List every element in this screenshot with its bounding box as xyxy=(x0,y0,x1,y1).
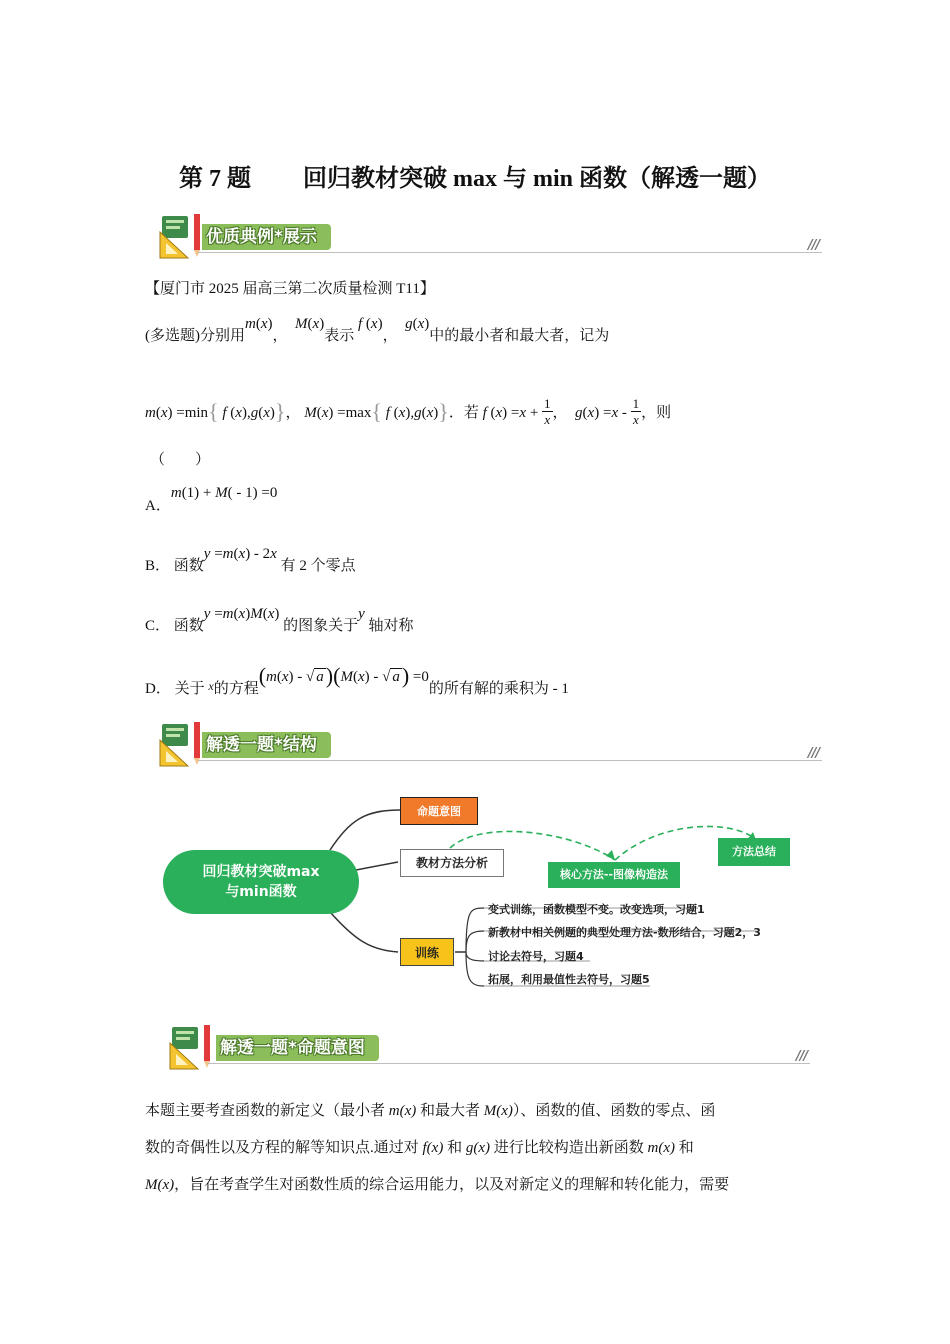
option-c-text: 的图象关于 xyxy=(283,618,359,634)
root-line-2: 与min函数 xyxy=(225,884,297,900)
option-c-text2: 轴对称 xyxy=(368,618,414,634)
problem-line-1 xyxy=(145,316,610,346)
option-d-pre: 关于 xyxy=(174,681,205,697)
ruo-text: ．若 xyxy=(448,404,479,421)
problem-line-1-suffix: 中的最小者和最大者，记为 xyxy=(429,328,610,344)
option-d-expr: (m(x) - √ a)(M(x) - √ a) =0 xyxy=(258,663,429,688)
problem-source: 【厦门市 2025 届高三第二次质量检测 T11】 xyxy=(145,281,435,297)
ze-text: ，则 xyxy=(641,404,672,421)
option-d xyxy=(145,663,569,699)
mindmap-node-core: 核心方法--图像构造法 xyxy=(548,862,680,888)
banner-label: 解透一题*命题意图 xyxy=(216,1035,379,1061)
M-definition: M(x) =max{ f (x),g(x)} xyxy=(304,398,449,424)
section-banner-intent xyxy=(168,1023,814,1069)
text: 数的奇偶性以及方程的解等知识点.通过对 xyxy=(145,1140,423,1156)
text: 本题主要考查函数的新定义（最小者 xyxy=(145,1103,389,1119)
page-title xyxy=(0,158,950,193)
f-func: f(x) xyxy=(422,1140,444,1156)
mindmap-node-method: 教材方法分析 xyxy=(400,849,504,877)
train-item-3: 讨论去符号，习题4 xyxy=(488,950,584,963)
option-b-pre: 函数 xyxy=(173,558,204,574)
m-func: m(x) xyxy=(388,1103,417,1119)
option-a-expr: m(1) + M( - 1) =0 xyxy=(170,485,278,501)
sep: ， xyxy=(272,328,288,344)
text: 进行比较构造出新函数 xyxy=(490,1140,648,1156)
train-item-1: 变式训练，函数模型不变。改变选项，习题1 xyxy=(488,903,705,916)
train-item-2: 新教材中相关例题的典型处理方法-数形结合，习题2，3 xyxy=(488,926,761,939)
option-letter: A． xyxy=(145,498,171,514)
option-c-pre: 函数 xyxy=(173,618,204,634)
M-func: M(x) xyxy=(295,316,325,332)
problem-line-1-prefix: (多选题)分别用 xyxy=(145,328,245,344)
intent-line-3 xyxy=(145,1167,805,1204)
problem-title: 回归教材突破 max 与 min 函数（解透一题） xyxy=(303,166,771,192)
text: 和最大者 xyxy=(416,1103,484,1119)
problem-line-2: m(x) =min{ f (x),g(x)}， M(x) =max{ f (x),g(x)}．若 f (x) =x + $\frac{1}{x}$ ， g(x) =x - $\frac{1}{x}$ ，则 xyxy=(145,396,672,427)
problem-number: 第 7 题 xyxy=(179,166,251,192)
banner-rule xyxy=(198,252,822,253)
g-func: g(x) xyxy=(405,316,430,332)
sep: ， xyxy=(382,328,398,344)
option-b-expr: y =m(x) - 2x xyxy=(203,546,277,562)
m-func: m(x) xyxy=(647,1140,676,1156)
banner-rule xyxy=(208,1063,810,1064)
comma: ， xyxy=(552,404,568,421)
text: ，旨在考查学生对函数性质的综合运用能力，以及对新定义的理解和转化能力，需要 xyxy=(174,1177,730,1193)
banner-label: 优质典例*展示 xyxy=(202,224,331,250)
banner-mark: /// xyxy=(808,746,820,761)
banner-label: 解透一题*结构 xyxy=(202,732,331,758)
option-d-text: 的所有解的乘积为 - 1 xyxy=(428,681,569,697)
option-b xyxy=(145,546,356,576)
m-definition: m(x) =min{ f (x),g(x)} xyxy=(145,398,286,424)
M-func: M(x) xyxy=(483,1103,513,1119)
train-item-4: 拓展，利用最值性去符号，习题5 xyxy=(488,973,650,986)
banner-rule xyxy=(198,760,822,761)
g-func: g(x) xyxy=(465,1140,491,1156)
banner-mark: /// xyxy=(808,238,820,253)
section-banner-structure xyxy=(158,720,822,766)
option-c-var: y xyxy=(358,606,365,622)
banner-mark: /// xyxy=(796,1049,808,1064)
intent-line-2 xyxy=(145,1130,805,1167)
text: 和 xyxy=(443,1140,466,1156)
option-a xyxy=(145,485,278,516)
f-definition: f (x) =x + $\frac{1}{x}$ xyxy=(482,396,551,427)
section-banner-showcase xyxy=(158,212,822,258)
intent-paragraph xyxy=(145,1093,805,1204)
option-d-pre2: 的方程 xyxy=(213,681,259,697)
option-d-var: x xyxy=(208,679,214,693)
answer-paren: （ ） xyxy=(150,452,211,468)
g-definition: g(x) =x - $\frac{1}{x}$ xyxy=(575,396,640,427)
mindmap-root xyxy=(163,850,359,914)
option-letter: D． xyxy=(145,681,171,697)
m-func: m(x) xyxy=(245,316,273,332)
mindmap-node-intent: 命题意图 xyxy=(400,797,478,825)
option-letter: C． xyxy=(145,618,171,634)
text: 和 xyxy=(675,1140,694,1156)
M-func: M(x) xyxy=(145,1177,175,1193)
text: ）、函数的值、函数的零点、函 xyxy=(512,1103,716,1119)
root-line-1: 回归教材突破max xyxy=(202,864,320,880)
problem-line-1-mid: 表示 xyxy=(324,328,355,344)
mindmap-node-train: 训练 xyxy=(400,938,454,966)
option-c xyxy=(145,606,414,636)
option-letter: B． xyxy=(145,558,171,574)
option-c-expr: y =m(x)M(x) xyxy=(203,606,280,622)
intent-line-1 xyxy=(145,1093,805,1130)
f-func: f (x) xyxy=(357,316,383,332)
mindmap-node-summary: 方法总结 xyxy=(718,838,790,866)
option-b-text: 有 2 个零点 xyxy=(280,558,356,574)
